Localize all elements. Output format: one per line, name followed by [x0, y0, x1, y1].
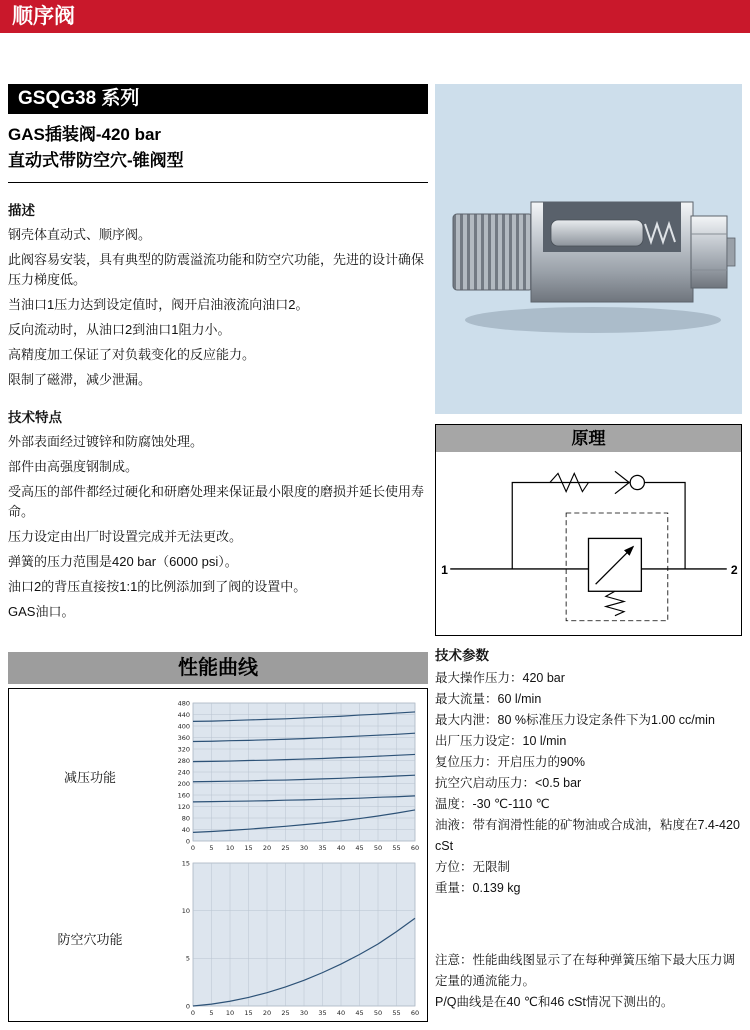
description-line: 限制了磁滞，减少泄漏。: [8, 372, 152, 387]
parameter-line: 复位压力：开启压力的90%: [435, 755, 586, 769]
parameters-heading: 技术参数: [435, 648, 489, 663]
chart-row-2: [9, 857, 427, 1020]
x-tick-label: 25: [281, 1009, 290, 1017]
parameter-line: 温度：-30 ℃-110 ℃: [435, 797, 550, 811]
anticavitation-curve-chart: [171, 857, 421, 1020]
description-paragraphs: [8, 225, 428, 390]
x-tick-label: 0: [190, 1009, 196, 1017]
port-1-label: 1: [441, 563, 448, 577]
x-tick-label: 55: [392, 844, 401, 852]
curves-heading: 性能曲线: [8, 652, 428, 684]
feature-line: 外部表面经过镀锌和防腐蚀处理。: [8, 434, 204, 449]
series-title: GSQG38 系列: [18, 88, 140, 109]
principle-heading: 原理: [436, 425, 741, 452]
parameter-line: 最大流量：60 l/min: [435, 692, 542, 706]
product-photo-svg: [435, 84, 742, 414]
y-tick-label: 5: [185, 954, 190, 963]
y-tick-label: 480: [177, 699, 190, 708]
chart-2-label: 防空穴功能: [57, 932, 123, 947]
port-2-label: 2: [730, 563, 738, 577]
parameter-line: 油液：带有润滑性能的矿物油或合成油，粘度在7.4-420 cSt: [435, 818, 740, 853]
product-subtitle: [8, 122, 428, 174]
page-title: 顺序阀: [12, 5, 75, 28]
pressure-curve-chart: [171, 697, 421, 855]
description-line: 高精度加工保证了对负载变化的反应能力。: [8, 347, 256, 362]
parameter-line: 抗空穴启动压力：<0.5 bar: [435, 776, 582, 790]
x-tick-label: 50: [373, 1009, 383, 1017]
description-heading: 描述: [8, 203, 35, 218]
parameter-line: 最大内泄：80 %标准压力设定条件下为1.00 cc/min: [435, 713, 715, 727]
features-paragraphs: [8, 432, 428, 622]
y-tick-label: 240: [177, 768, 190, 777]
note-line: 注意：性能曲线图显示了在每种弹簧压缩下最大压力调定量的通流能力。: [435, 953, 736, 988]
feature-line: 弹簧的压力范围是420 bar（6000 psi）。: [8, 554, 238, 569]
parameter-line: 出厂压力设定：10 l/min: [435, 734, 567, 748]
y-tick-label: 360: [177, 733, 190, 742]
valve-body: [453, 202, 735, 302]
valve-shadow: [465, 307, 721, 333]
x-tick-label: 55: [392, 1009, 401, 1017]
x-tick-label: 45: [355, 844, 364, 852]
hydraulic-schematic: [436, 452, 741, 635]
x-tick-label: 60: [410, 1009, 420, 1017]
y-tick-label: 120: [177, 802, 190, 811]
performance-curves-box: [8, 688, 428, 1022]
x-tick-label: 0: [190, 844, 196, 852]
top-banner: [0, 0, 750, 33]
subtitle-divider: [8, 182, 428, 183]
principle-section: [435, 424, 742, 636]
chart-row-1: [9, 697, 427, 855]
x-tick-label: 50: [373, 844, 383, 852]
parameters-list: [435, 668, 742, 899]
y-tick-label: 40: [181, 825, 190, 834]
subtitle-line-2: 直动式带防空穴-锥阀型: [8, 151, 184, 170]
valve-square-symbol: [589, 538, 642, 591]
left-column: [8, 84, 428, 627]
chart-1-label: 减压功能: [63, 769, 116, 785]
y-tick-label: 200: [177, 779, 190, 788]
x-tick-label: 35: [318, 1009, 327, 1017]
x-tick-label: 10: [225, 1009, 235, 1017]
technical-parameters: [435, 644, 742, 899]
x-tick-label: 45: [355, 1009, 364, 1017]
description-line: 反向流动时，从油口2到油口1阻力小。: [8, 322, 231, 337]
description-line: 此阀容易安装，具有典型的防震溢流功能和防空穴功能，先进的设计确保压力梯度低。: [8, 252, 425, 287]
y-tick-label: 80: [181, 814, 190, 823]
features-heading: 技术特点: [8, 410, 62, 425]
y-tick-label: 0: [185, 837, 190, 846]
y-tick-label: 160: [177, 791, 190, 800]
x-tick-label: 5: [209, 844, 214, 852]
feature-line: 部件由高强度钢制成。: [8, 459, 139, 474]
feature-line: 受高压的部件都经过硬化和研磨处理来保证最小限度的磨损并延长使用寿命。: [8, 484, 425, 519]
y-tick-label: 15: [181, 859, 190, 868]
x-tick-label: 15: [244, 1009, 253, 1017]
note-line: P/Q曲线是在40 ℃和46 cSt情况下测出的。: [435, 995, 674, 1009]
feature-line: 压力设定由出厂时设置完成并无法更改。: [8, 529, 243, 544]
x-tick-label: 20: [262, 1009, 272, 1017]
main-spring-icon: [606, 591, 624, 615]
x-tick-label: 10: [225, 844, 235, 852]
x-tick-label: 25: [281, 844, 290, 852]
y-tick-label: 400: [177, 722, 190, 731]
feature-line: GAS油口。: [8, 604, 75, 619]
x-tick-label: 15: [244, 844, 253, 852]
parameter-line: 最大操作压力：420 bar: [435, 671, 565, 685]
description-line: 当油口1压力达到设定值时，阀开启油液流向油口2。: [8, 297, 309, 312]
parameter-line: 重量：0.139 kg: [435, 881, 521, 895]
product-photo: [435, 84, 742, 414]
notes-block: [435, 950, 742, 1013]
x-tick-label: 35: [318, 844, 327, 852]
description-line: 钢壳体直动式、顺序阀。: [8, 227, 152, 242]
parameter-line: 方位：无限制: [435, 860, 511, 874]
x-tick-label: 40: [336, 844, 346, 852]
x-tick-label: 30: [299, 844, 309, 852]
x-tick-label: 5: [209, 1009, 214, 1017]
x-tick-label: 30: [299, 1009, 309, 1017]
x-tick-label: 40: [336, 1009, 346, 1017]
y-tick-label: 320: [177, 745, 190, 754]
y-tick-label: 280: [177, 756, 190, 765]
feature-line: 油口2的背压直接按1:1的比例添加到了阀的设置中。: [8, 579, 307, 594]
y-tick-label: 440: [177, 710, 190, 719]
x-tick-label: 20: [262, 844, 272, 852]
y-tick-label: 0: [185, 1002, 190, 1011]
subtitle-line-1: GAS插装阀-420 bar: [8, 125, 162, 144]
x-tick-label: 60: [410, 844, 420, 852]
y-tick-label: 10: [181, 906, 190, 915]
series-title-bar: [8, 84, 428, 114]
